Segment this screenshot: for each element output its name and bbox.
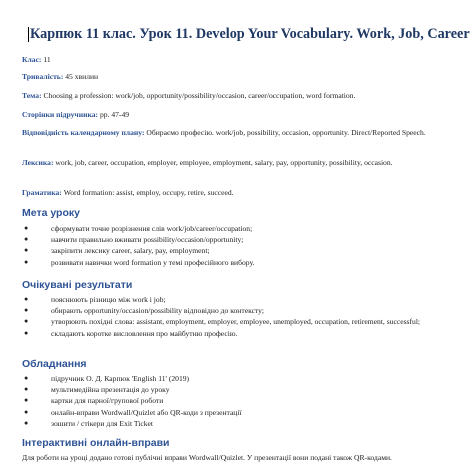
results-list [22,294,463,339]
list-item [22,294,463,305]
field-label: Відповідність календарному плану: [22,128,145,137]
page-title: Карпюк 11 клас. Урок 11. Develop Your Vocabulary. Work, Job, Career [30,26,470,42]
list-item [22,407,463,418]
list-item-text: розвивати навички word formation у темі професійного вибору. [51,257,255,267]
bullet-icon: ● [24,385,29,394]
list-item-text: пояснюють різницю між work і job; [51,295,166,304]
field-value: Word formation: assist, employ, occupy, retire, succeed. [61,188,234,197]
list-item-text: мультимедійна презентація до уроку [51,385,170,395]
list-item [22,316,463,327]
field-label: Лексика: [22,158,54,167]
list-item-text: обирають opportunity/occasion/possibility відповідно до контексту; [51,306,264,316]
bullet-icon: ● [24,224,29,232]
list-item-text: зошити / стікери для Exit Ticket [51,418,153,428]
field-duration [22,71,463,82]
list-item-text: утворюють похідні слова: assistant, employment, employer, employee, unemployed, occupation, retirement, successful; [51,317,421,327]
field-label: Клас: [22,55,42,64]
list-item-text: підручник О. Д. Карпюк 'English 11' (2019) [51,374,190,383]
list-item [22,384,463,395]
bullet-icon: ● [24,396,29,405]
list-item [22,223,463,234]
field-value: Обираємо професію. work/job, possibility, occasion, opportunity. Direct/Reported Speech. [144,128,426,137]
section-heading-expected-results: Очікувані результати [22,279,133,291]
bullet-icon: ● [24,235,29,244]
field-value: 45 хвилин [63,72,99,81]
bullet-icon: ● [24,407,29,416]
field-value: pp. 47-49 [98,110,130,119]
list-item [22,418,463,429]
list-item [22,395,463,406]
list-item [22,257,463,268]
field-label: Тривалість: [22,72,64,81]
bullet-icon: ● [24,246,29,255]
bullet-icon: ● [24,374,29,382]
section-heading-online-exercises: Інтерактивні онлайн-вправи [22,437,170,449]
field-grammar [22,187,463,198]
list-item-text: картки для парної/групової роботи [51,396,164,406]
field-label: Тема: [22,91,42,100]
equipment-list [22,373,463,429]
text-cursor [28,27,29,42]
field-label: Граматика: [22,188,62,197]
bullet-icon: ● [24,317,29,326]
field-class [22,54,463,65]
field-value: work, job, career, occupation, employer, employee, employment, salary, pay, opportunity, possibility, occasion. [53,158,393,167]
list-item-text: онлайн-вправи Wordwall/Quizlet або QR-коди з презентації [51,407,242,417]
list-item-text: навчити правильно вживати possibility/occasion/opportunity; [51,235,244,245]
bullet-icon: ● [24,295,29,303]
field-calendar-plan [22,127,463,138]
list-item [22,305,463,316]
section-heading-equipment: Обладнання [22,358,87,370]
list-item [22,373,463,384]
list-item [22,245,463,256]
list-item [22,328,463,339]
list-item-text: сформувати точне розрізнення слів work/job/career/occupation; [51,224,253,233]
field-value: 11 [41,55,51,64]
online-exercises-text: Для роботи на уроці додано готові публічні вправи Wordwall/Quizlet. У презентації вони подані також QR-кодами. [22,453,392,462]
bullet-icon: ● [24,418,29,427]
bullet-icon: ● [24,257,29,266]
field-label: Сторінки підручника: [22,110,99,119]
bullet-icon: ● [24,328,29,337]
bullet-icon: ● [24,306,29,315]
list-item-text: складають коротке висловлення про майбутню професію. [51,328,238,338]
field-pages [22,109,463,120]
section-heading-goals: Мета уроку [22,207,80,219]
field-vocabulary [22,157,463,168]
field-topic [22,90,463,101]
list-item-text: закріпити лексику career, salary, pay, employment; [51,246,210,256]
field-value: Choosing a profession: work/job, opportunity/possibility/occasion, career/occupation, word formation. [41,91,356,100]
goals-list [22,223,463,268]
list-item [22,234,463,245]
